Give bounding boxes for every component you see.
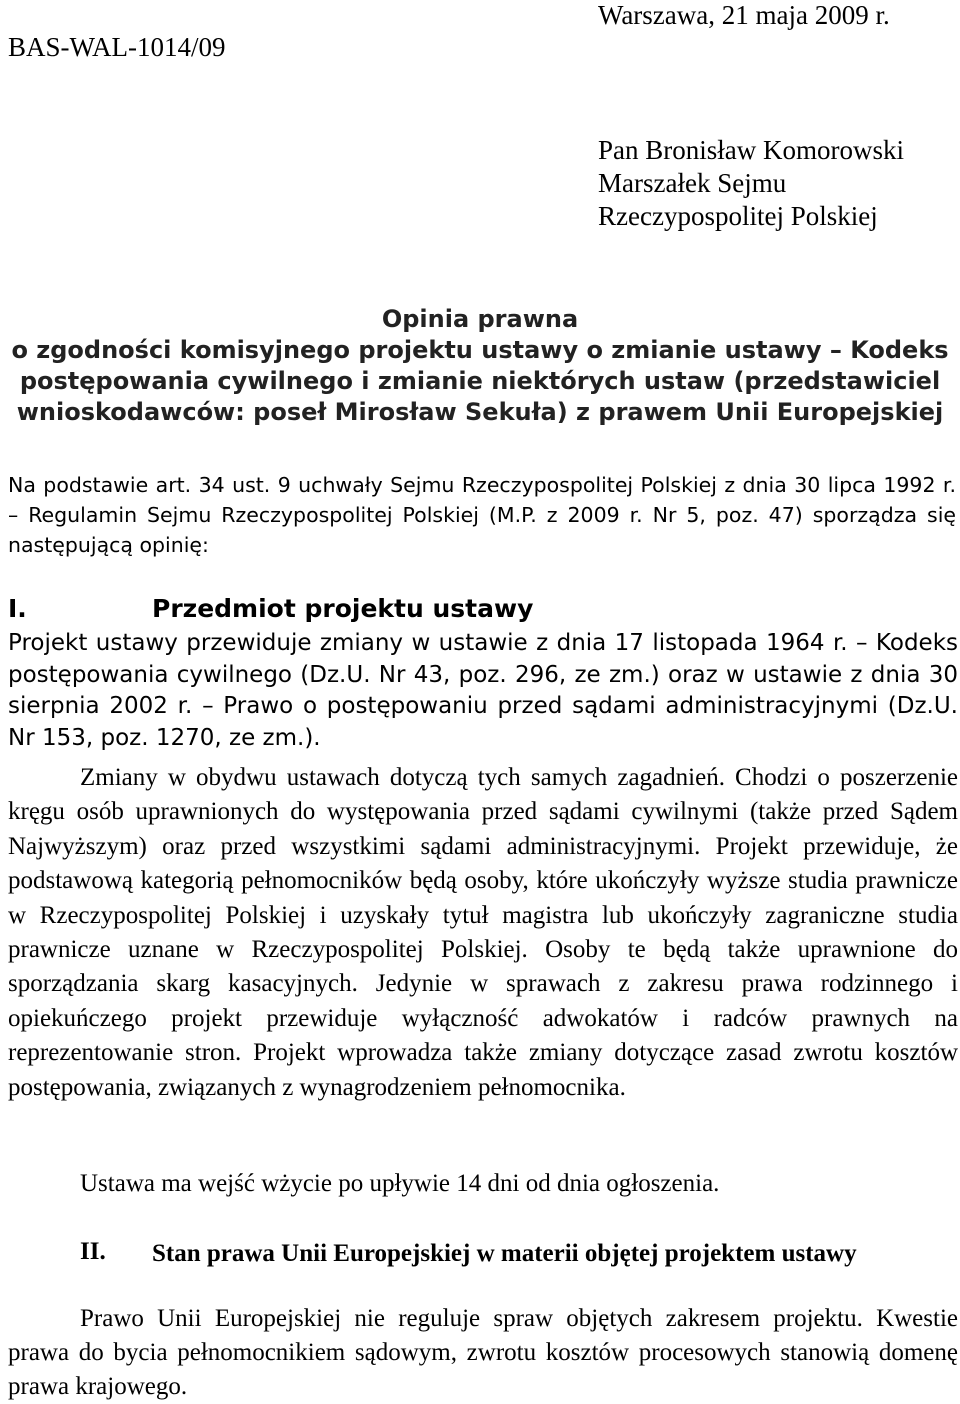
- title-line: Opinia prawna: [381, 305, 579, 333]
- title-line: o zgodności komisyjnego projektu ustawy o zmianie ustawy – Kodeks: [11, 336, 949, 364]
- addressee-block: [598, 134, 904, 233]
- addressee-line: Pan Bronisław Komorowski: [598, 135, 904, 165]
- document-title: [0, 304, 960, 428]
- addressee-line: Rzeczypospolitej Polskiej: [598, 201, 878, 231]
- section-1-paragraph: Ustawa ma wejść wżycie po upływie 14 dni od dnia ogłoszenia.: [80, 1170, 720, 1197]
- document-reference: BAS-WAL-1014/09: [8, 32, 226, 62]
- section-1-paragraph: Zmiany w obydwu ustawach dotyczą tych samych zagadnień. Chodzi o poszerzenie kręgu osób uprawnionych do występowania przed sądami cywilnymi (także przed Sądem Najwyższym) oraz przed wszystkimi sądami administracyjnymi. Projekt przewiduje, że podstawową kategorią pełnomocników będą osoby, które ukończyły wyższe studia prawnicze w Rzeczypospolitej Polskiej i uzyskały tytuł magistra lub ukończyły zagraniczne studia prawnicze uznane w Rzeczypospolitej Polskiej. Osoby te będą także uprawnione do sporządzania skarg kasacyjnych. Jedynie w sprawach z zakresu prawa rodzinnego i opiekuńczego projekt przewiduje wyłączność adwokatów i radców prawnych na reprezentowanie stron. Projekt wprowadza także zmiany dotyczące zasad zwrotu kosztów postępowania, związanych z wynagrodzeniem pełnomocnika.: [8, 764, 958, 1101]
- title-line: wnioskodawców: poseł Mirosław Sekuła) z prawem Unii Europejskiej: [16, 398, 944, 426]
- intro-paragraph: Na podstawie art. 34 ust. 9 uchwały Sejmu Rzeczypospolitej Polskiej z dnia 30 lipca 1992 r. – Regulamin Sejmu Rzeczypospolitej Polskiej (M.P. z 2009 r. Nr 5, poz. 47) sporządza się następującą opinię:: [8, 473, 956, 557]
- place-date: Warszawa, 21 maja 2009 r.: [598, 0, 890, 30]
- addressee-line: Marszałek Sejmu: [598, 168, 787, 198]
- section-2-number: II.: [80, 1238, 106, 1265]
- section-1-paragraph: Projekt ustawy przewiduje zmiany w ustawie z dnia 17 listopada 1964 r. – Kodeks postępowania cywilnego (Dz.U. Nr 43, poz. 296, ze zm.) oraz w ustawie z dnia 30 sierpnia 2002 r. – Prawo o postępowaniu przed sądami administracyjnymi (Dz.U. Nr 153, poz. 1270, ze zm.).: [8, 630, 958, 751]
- title-line: postępowania cywilnego i zmianie niektórych ustaw (przedstawiciel: [19, 367, 941, 395]
- section-1-number: I.: [8, 594, 27, 623]
- section-2-paragraph: Prawo Unii Europejskiej nie reguluje spraw objętych zakresem projektu. Kwestie prawa do bycia pełnomocnikiem sądowym, zwrotu kosztów procesowych stanowią domenę prawa krajowego.: [8, 1305, 958, 1400]
- section-2-title: Stan prawa Unii Europejskiej w materii objętej projektem ustawy: [152, 1240, 857, 1267]
- section-1-title: Przedmiot projektu ustawy: [152, 594, 534, 623]
